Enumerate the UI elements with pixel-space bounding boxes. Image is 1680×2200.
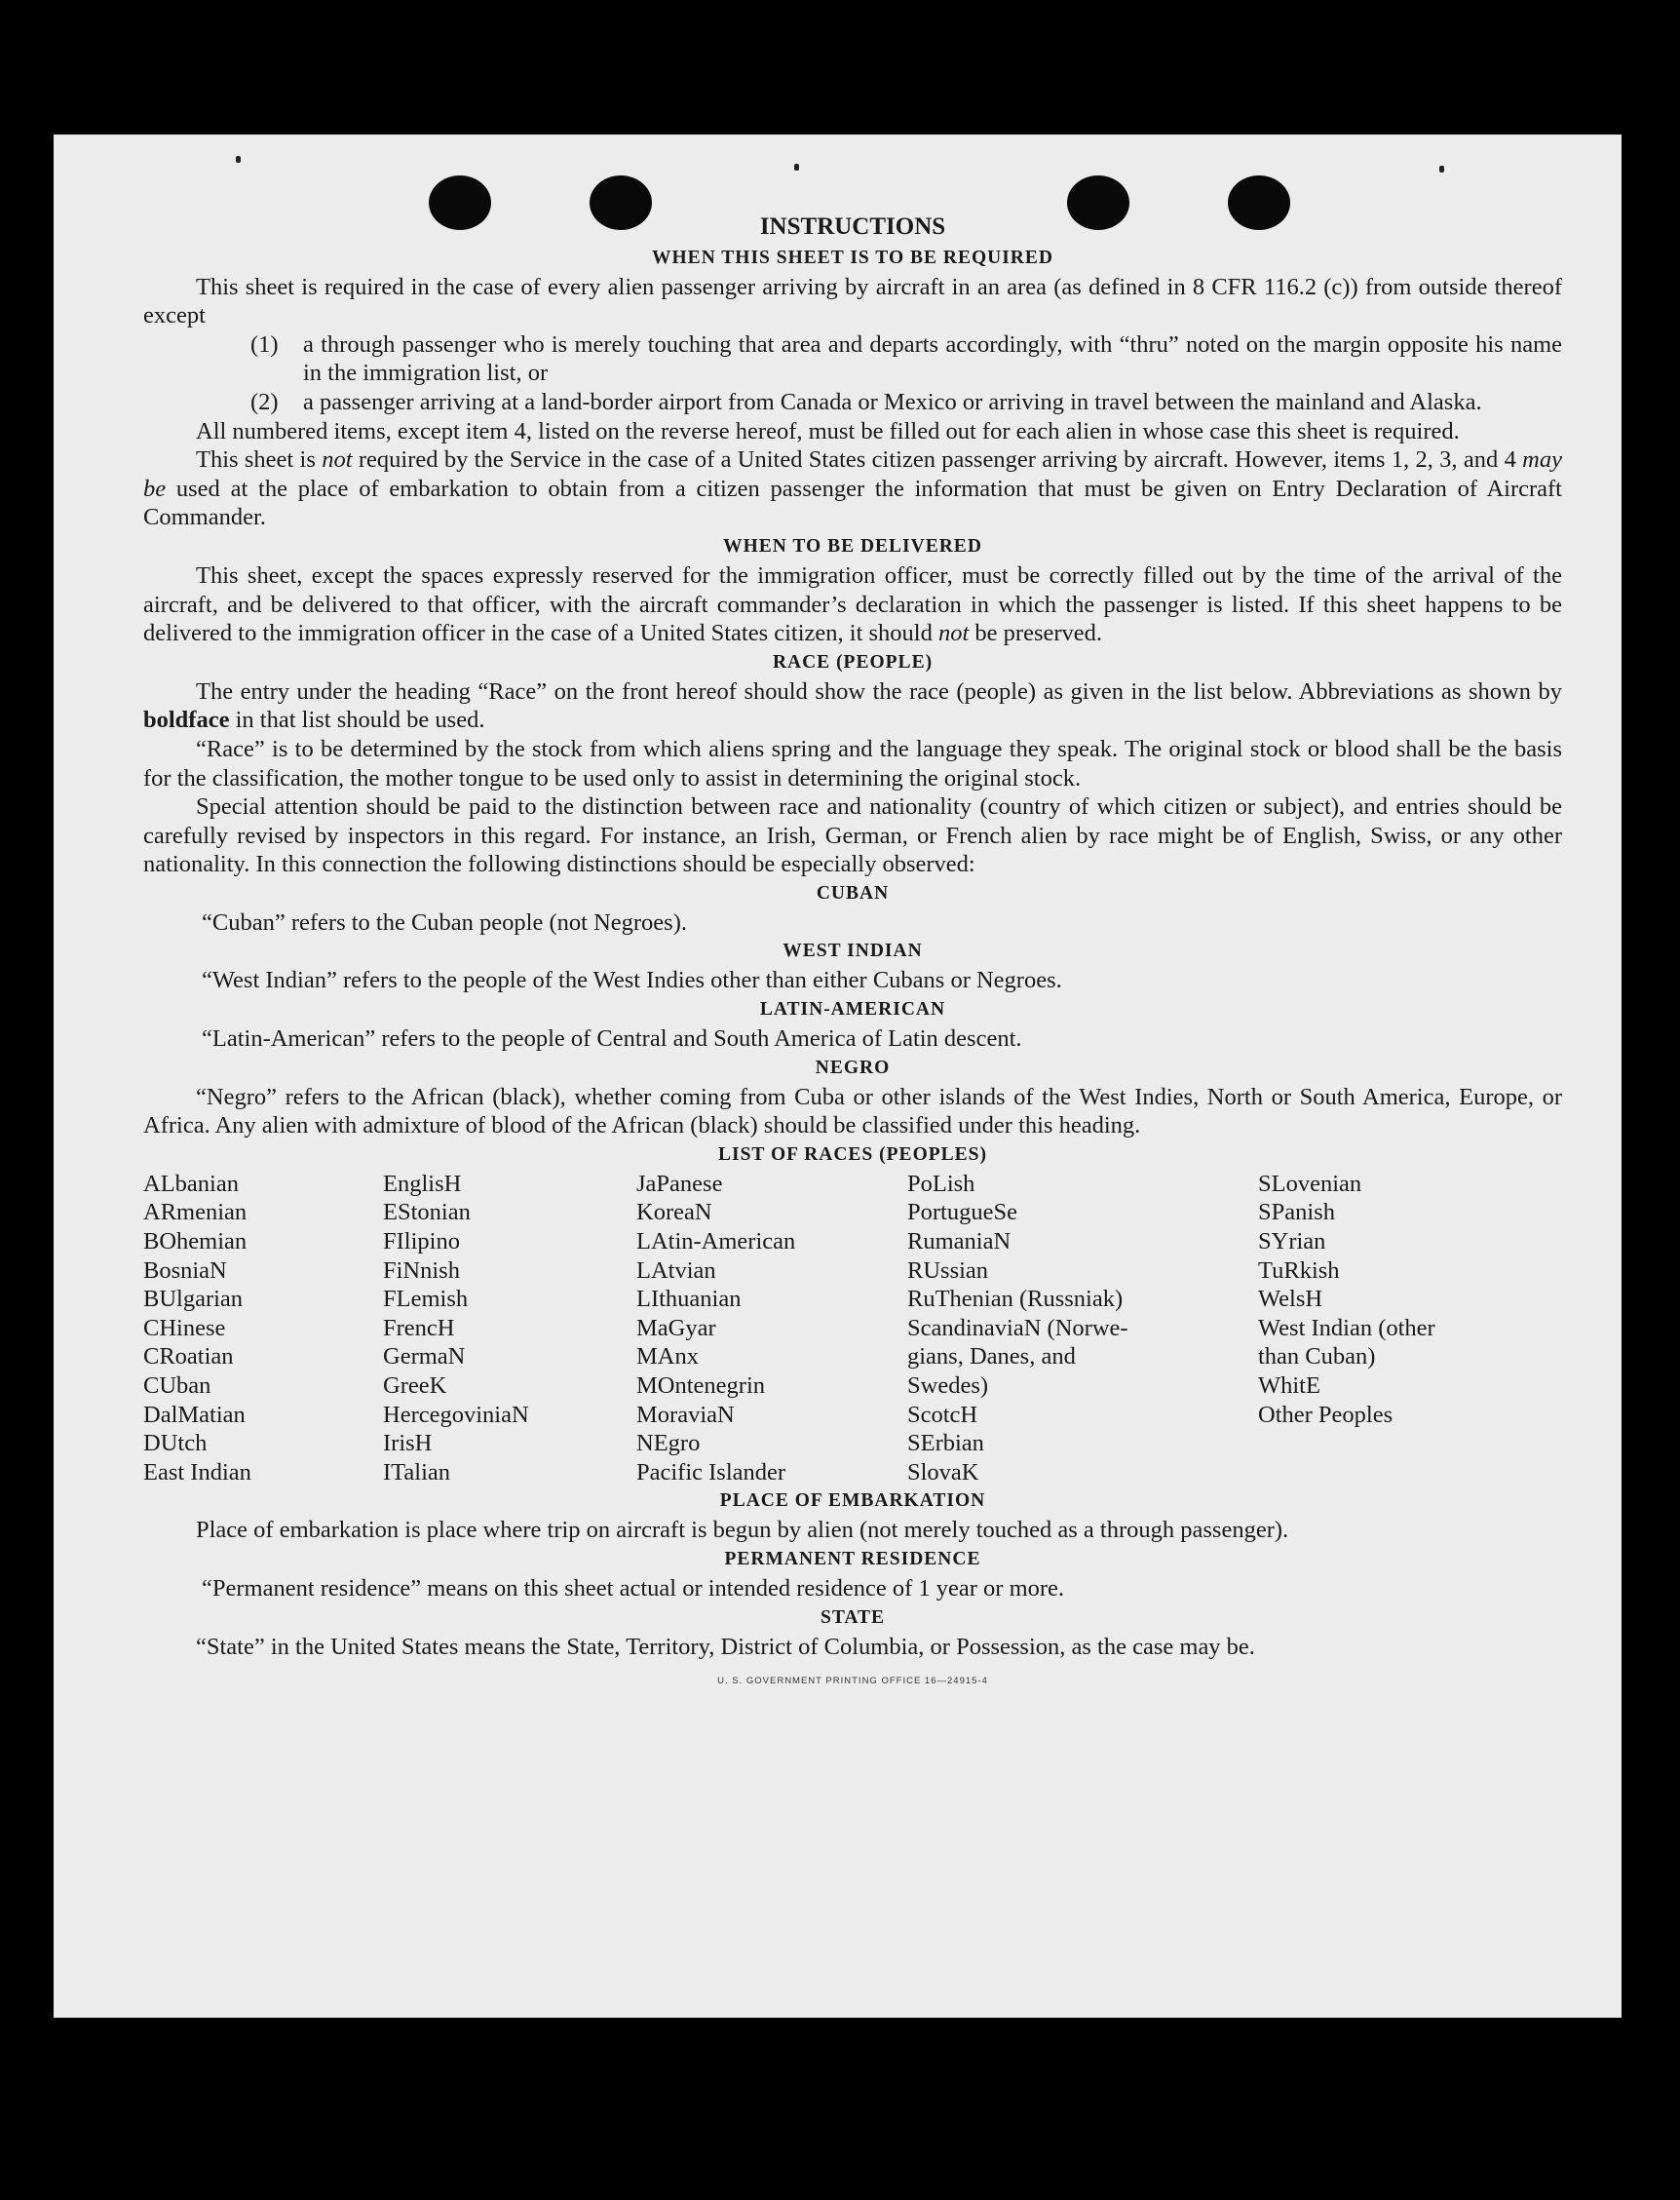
race-entry: HercegoviniaN [383,1401,529,1428]
race-entry: BosniaN [143,1256,227,1284]
race-entry: ScandinaviaN (Norwe- [907,1314,1128,1341]
item-text: a through passenger who is merely touching that area and departs accordingly, with “thru” noted on the margin opposite his name in the immigration list, or [303,330,1562,387]
race-entry: Other Peoples [1258,1401,1394,1428]
race-entry: Pacific Islander [636,1458,786,1486]
race-entry: RUssian [907,1256,989,1284]
section-heading: CUBAN [816,882,890,904]
race-entry: MOntenegrin [636,1372,765,1399]
section-heading: LIST OF RACES (PEOPLES) [717,1143,987,1165]
section-heading: STATE [820,1606,886,1628]
race-entry: KoreaN [636,1199,712,1226]
race-entry: WhitE [1258,1372,1320,1399]
race-entry: IrisH [383,1430,433,1457]
printer-imprint: U. S. GOVERNMENT PRINTING OFFICE 16—24915-4 [717,1676,988,1687]
section-heading: WHEN TO BE DELIVERED [723,535,982,557]
race-entry: LAtin-American [636,1228,796,1255]
race-entry: SlovaK [907,1458,979,1486]
race-entry: RuThenian (Russniak) [907,1286,1124,1313]
paragraph: All numbered items, except item 4, listed on the reverse hereof, must be filled out for each alien in whose case this sheet is required. [196,417,1460,444]
race-entry: GreeK [383,1372,447,1399]
definition: “West Indian” refers to the people of the West Indies other than either Cubans or Negroes. [202,967,1062,994]
race-entry: NEgro [636,1430,701,1457]
race-entry: FIlipino [383,1228,460,1255]
race-entry: MaGyar [636,1314,716,1341]
race-entry: ITalian [383,1458,451,1486]
paragraph: This sheet, except the spaces expressly reserved for the immigration officer, must be correctly filled out by the time of the arrival of the aircraft, and be delivered to that officer, with the aircraft commander’s declaration in which the passenger is listed. If this sheet happens to be delivered to the immigration officer in the case of a United States citizen, it should not be preserved. [143,561,1562,647]
race-column [143,1170,383,1487]
race-entry: PoLish [907,1170,975,1197]
race-entry: PortugueSe [907,1199,1017,1226]
definition: “Latin-American” refers to the people of Central and South America of Latin descent. [202,1025,1022,1053]
item-number: (2) [250,388,279,415]
race-entry: FrencH [383,1314,455,1341]
race-entry: TuRkish [1258,1256,1340,1284]
race-column [907,1170,1258,1487]
race-column [383,1170,636,1487]
race-entry: RumaniaN [907,1228,1012,1255]
race-entry: SLovenian [1258,1170,1362,1197]
paper-speck [236,156,241,163]
paragraph: “Negro” refers to the African (black), whether coming from Cuba or other islands of the West Indies, North or South America, Europe, or Africa. Any alien with admixture of blood of the African (black) should be classified under this heading. [143,1083,1562,1139]
race-entry: SYrian [1258,1228,1326,1255]
section-heading: WEST INDIAN [783,941,923,962]
race-entry: ScotcH [907,1401,978,1428]
paragraph: “Race” is to be determined by the stock from which aliens spring and the language they speak. The original stock or blood shall be the basis for the classification, the mother tongue to be used only to assist in determining the original stock. [143,735,1562,791]
section-heading: NEGRO [815,1057,891,1078]
race-entry: MoraviaN [636,1401,735,1428]
definition: “Cuban” refers to the Cuban people (not Negroes). [202,908,687,936]
paper-speck [1439,166,1444,173]
paragraph: “State” in the United States means the State, Territory, District of Columbia, or Possession, as the case may be. [196,1633,1255,1660]
race-entry: GermaN [383,1343,466,1370]
race-entry: MAnx [636,1343,699,1370]
section-heading: WHEN THIS SHEET IS TO BE REQUIRED [652,247,1053,268]
race-entry: LAtvian [636,1256,716,1284]
race-entry: SErbian [907,1430,984,1457]
race-entry: BOhemian [143,1228,248,1255]
document-sheet [54,135,1622,2018]
race-column [636,1170,907,1487]
race-entry: CUban [143,1372,211,1399]
list-item [250,330,1562,388]
race-entry: BUlgarian [143,1286,244,1313]
race-entry: East Indian [143,1458,251,1486]
race-entry: EStonian [383,1199,471,1226]
race-entry: gians, Danes, and [907,1343,1076,1370]
section-heading: PERMANENT RESIDENCE [724,1548,981,1569]
race-entry: ARmenian [143,1199,248,1226]
race-column [1258,1170,1550,1487]
race-entry: DUtch [143,1430,208,1457]
paper-speck [794,164,799,171]
race-entry: Swedes) [907,1372,989,1399]
definition: “Permanent residence” means on this sheet actual or intended residence of 1 year or more. [202,1574,1065,1602]
section-heading: LATIN-AMERICAN [759,999,946,1021]
race-entry: DalMatian [143,1401,246,1428]
race-entry: FLemish [383,1286,469,1313]
race-entry: CHinese [143,1314,226,1341]
page-title: INSTRUCTIONS [759,213,946,240]
section-heading: RACE (PEOPLE) [772,651,934,673]
race-entry: CRoatian [143,1343,234,1370]
paragraph: Special attention should be paid to the distinction between race and nationality (country of which citizen or subject), and entries should be carefully revised by inspectors in this regard. For instance, an Irish, German, or French alien by race might be of English, Swiss, or any other nationality. In this connection the following distinctions should be especially observed: [143,793,1562,878]
race-entry: EnglisH [383,1170,462,1197]
paragraph: The entry under the heading “Race” on the front hereof should show the race (people) as given in the list below. Abbreviations as shown by boldface in that list should be used. [143,677,1562,734]
race-entry: ALbanian [143,1170,239,1197]
race-entry: FiNnish [383,1256,460,1284]
race-entry: WelsH [1258,1286,1323,1313]
race-entry: LIthuanian [636,1286,742,1313]
race-list [143,1170,1562,1487]
item-number: (1) [250,330,279,358]
paragraph: This sheet is not required by the Service in the case of a United States citizen passenger arriving by aircraft. However, items 1, 2, 3, and 4 may be used at the place of embarkation to obtain from a citizen passenger the information that must be given on Entry Declaration of Aircraft Commander. [143,446,1562,531]
race-entry: West Indian (other [1258,1314,1435,1341]
list-item [250,388,1562,417]
item-text: a passenger arriving at a land-border airport from Canada or Mexico or arriving in travel between the mainland and Alaska. [303,388,1482,415]
paragraph: Place of embarkation is place where trip on aircraft is begun by alien (not merely touched as a through passenger). [196,1517,1289,1544]
race-entry: SPanish [1258,1199,1335,1226]
race-entry: JaPanese [636,1170,723,1197]
race-entry: than Cuban) [1258,1343,1376,1370]
instructions-content [143,212,1562,1696]
paragraph: This sheet is required in the case of every alien passenger arriving by aircraft in an area (as defined in 8 CFR 116.2 (c)) from outside thereof except [143,273,1562,329]
section-heading: PLACE OF EMBARKATION [719,1490,986,1512]
